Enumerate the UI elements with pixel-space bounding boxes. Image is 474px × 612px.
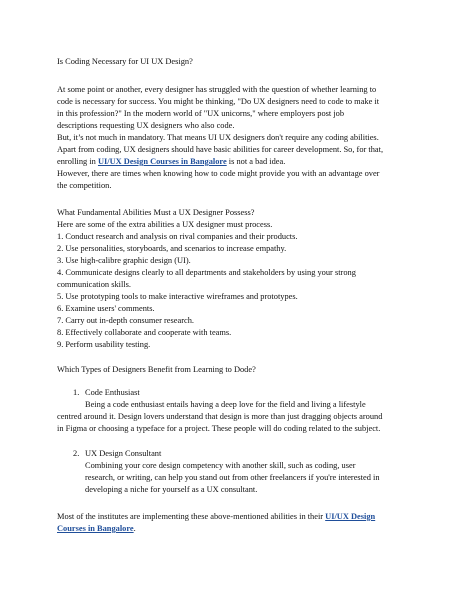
- closing-prefix: Most of the institutes are implementing these above-mentioned abilities in their: [57, 512, 326, 521]
- ability-item: 3. Use high-calibre graphic design (UI).: [57, 256, 191, 265]
- ability-item: 9. Perform usability testing.: [57, 340, 151, 349]
- intro-line-3: in this profession?" In the modern world of "UX unicorns," where employers post job: [57, 109, 345, 118]
- intro-line-6: Apart from coding, UX designers should have basic abilities for career development. So, for that,: [57, 145, 384, 154]
- document-title: Is Coding Necessary for UI UX Design?: [57, 57, 193, 66]
- closing-line-1: [57, 511, 375, 523]
- type-2-line-2: research, or writing, can help you stand out from other freelancers if you're interested in: [85, 473, 380, 482]
- type-2-number: 2.: [73, 449, 80, 458]
- enroll-suffix: is not a bad idea.: [226, 157, 286, 166]
- closing-line-2: [57, 523, 136, 535]
- type-1-line-2: centred around it. Design lovers understand that design is more than just dragging objects around: [57, 412, 383, 421]
- type-2-title: UX Design Consultant: [85, 449, 162, 458]
- intro-end-line-2: the competition.: [57, 181, 112, 190]
- ability-item: 1. Conduct research and analysis on rival companies and their products.: [57, 232, 298, 241]
- ability-item: 2. Use personalities, storyboards, and scenarios to increase empathy.: [57, 244, 287, 253]
- type-1-number: 1.: [73, 388, 80, 397]
- type-1-title: Code Enthusiast: [85, 388, 140, 397]
- ability-item: 5. Use prototyping tools to make interactive wireframes and prototypes.: [57, 292, 298, 301]
- types-heading: Which Types of Designers Benefit from Learning to Dode?: [57, 365, 256, 374]
- abilities-heading: What Fundamental Abilities Must a UX Designer Possess?: [57, 208, 255, 217]
- ability-item: 8. Effectively collaborate and cooperate with teams.: [57, 328, 232, 337]
- enroll-prefix: enrolling in: [57, 157, 98, 166]
- intro-line-5: But, it’s not much in mandatory. That means UI UX designers don't require any coding abilities.: [57, 133, 379, 142]
- type-2-line-1: Combining your core design competency with another skill, such as coding, user: [85, 461, 356, 470]
- enroll-line: [57, 156, 285, 168]
- closing-suffix: .: [133, 524, 136, 533]
- course-link[interactable]: UI/UX Design Courses in Bangalore: [97, 157, 227, 166]
- ability-item: 6. Examine users' comments.: [57, 304, 155, 313]
- ability-item: communication skills.: [57, 280, 131, 289]
- type-1-line-3: in Figma or choosing a typeface for a project. These people will do coding related to the subject.: [57, 424, 381, 433]
- intro-line-4: descriptions requesting UX designers who also code.: [57, 121, 235, 130]
- type-1-line-1: Being a code enthusiast entails having a deep love for the field and living a lifestyle: [85, 400, 366, 409]
- closing-link-part-1[interactable]: UI/UX Design: [325, 512, 376, 521]
- abilities-intro: Here are some of the extra abilities a UX designer must process.: [57, 220, 273, 229]
- type-2-line-3: developing a niche for yourself as a UX consultant.: [85, 485, 258, 494]
- ability-item: 4. Communicate designs clearly to all departments and stakeholders by using your strong: [57, 268, 356, 277]
- intro-line-2: code is necessary for success. You might be thinking, "Do UX designers need to code to make it: [57, 97, 380, 106]
- closing-link-part-2[interactable]: Courses in Bangalore: [57, 524, 134, 533]
- intro-end-line-1: However, there are times when knowing how to code might provide you with an advantage over: [57, 169, 380, 178]
- intro-line-1: At some point or another, every designer has struggled with the question of whether learning to: [57, 85, 377, 94]
- ability-item: 7. Carry out in-depth consumer research.: [57, 316, 194, 325]
